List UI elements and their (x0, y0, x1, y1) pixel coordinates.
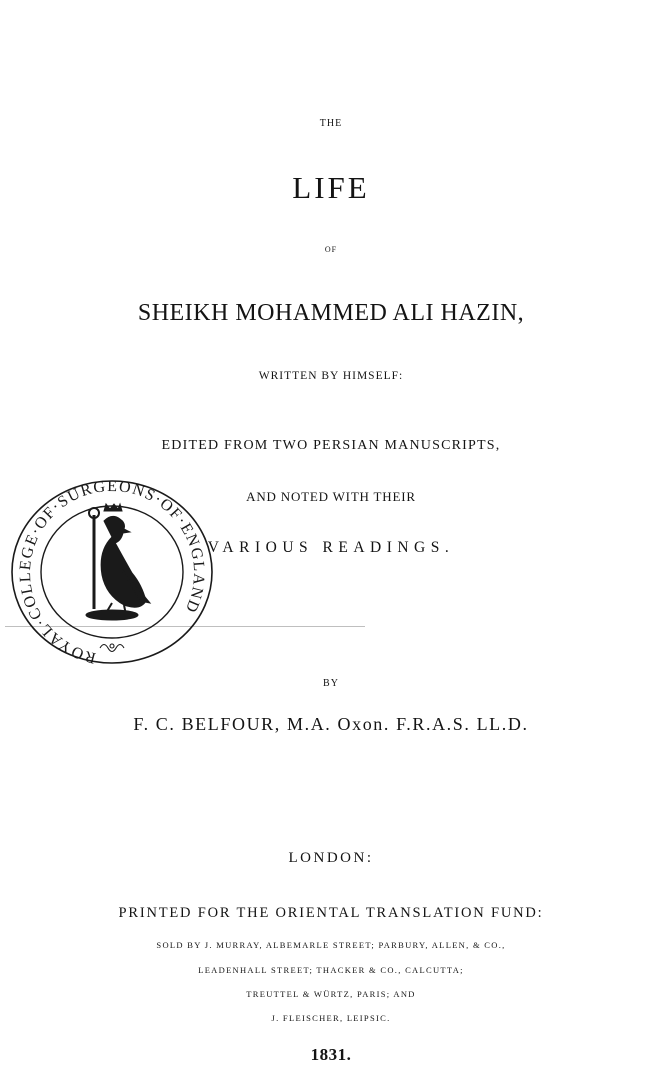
noted-with-line: AND NOTED WITH THEIR (246, 489, 416, 504)
printed-for-line: PRINTED FOR THE ORIENTAL TRANSLATION FUND: (118, 905, 544, 921)
title-of: OF (324, 245, 338, 254)
title-life: LIFE (292, 170, 370, 205)
seller-line: LEADENHALL STREET; THACKER & CO., CALCUTTA; (198, 965, 464, 975)
stamp-ring-text: ROYAL·COLLEGE·OF·SURGEONS·OF·ENGLAND (16, 477, 208, 667)
title-the: THE (319, 118, 343, 129)
library-stamp (8, 477, 216, 667)
written-by-line: WRITTEN BY HIMSELF: (258, 370, 404, 382)
imprint-place: LONDON: (288, 850, 374, 866)
seller-line: SOLD BY J. MURRAY, ALBEMARLE STREET; PARBURY, ALLEN, & CO., (156, 940, 506, 950)
publication-year: 1831. (310, 1045, 352, 1064)
seller-line: TREUTTEL & WÜRTZ, PARIS; AND (246, 989, 416, 999)
edited-from-line: EDITED FROM TWO PERSIAN MANUSCRIPTS, (161, 438, 501, 453)
author-line: F. C. BELFOUR, M.A. Oxon. F.R.A.S. LL.D. (133, 714, 529, 734)
seller-line: J. FLEISCHER, LEIPSIC. (271, 1013, 391, 1023)
flourish-icon (100, 644, 124, 652)
various-readings-line: VARIOUS READINGS. (207, 539, 455, 556)
bird-emblem-icon (86, 504, 150, 620)
by-line: BY (323, 678, 339, 689)
title-subject: SHEIKH MOHAMMED ALI HAZIN, (137, 300, 525, 326)
